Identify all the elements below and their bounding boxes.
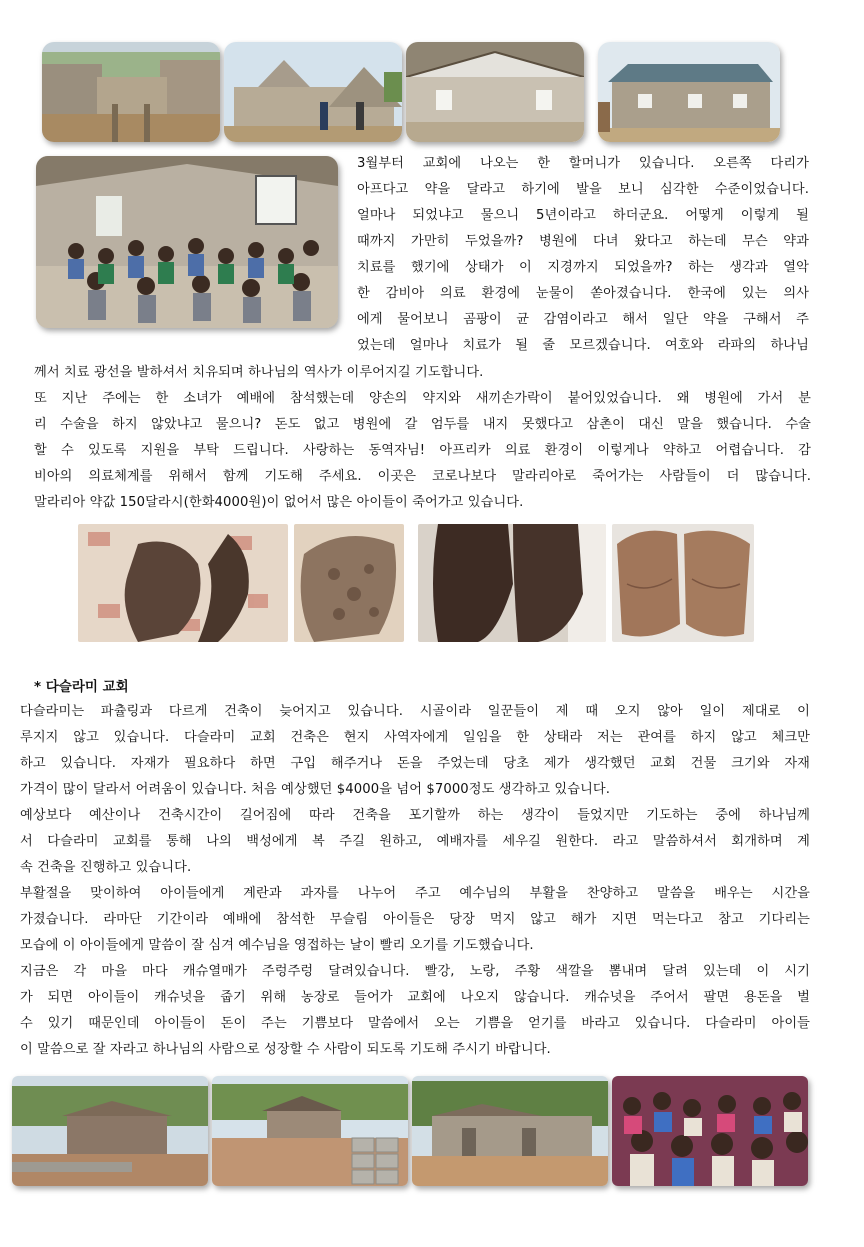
text-line: 지금은 각 마을 마다 캐슈열매가 주렁주렁 달려있습니다. 빨강, 노랑, 주황 색깔을 뽐내며 달려 있는데 이 시기 <box>20 964 810 979</box>
daslami-paragraph <box>20 699 810 1063</box>
daslami-site-photo <box>12 1076 208 1186</box>
daslami-blocks-photo <box>212 1076 408 1186</box>
text-line: 하고 있습니다. 자재가 필요하다 하면 구입 해주거나 돈을 주었는데 당초 제가 생각했던 교회 건물 크기와 자재 <box>20 756 810 771</box>
text-line: 부활절을 맞이하여 아이들에게 계란과 과자를 나누어 주고 예수님의 부활을 찬양하고 말씀을 배우는 시간을 <box>20 886 810 901</box>
text-line: 이 말씀으로 잘 자라고 하나님의 사람으로 성장할 수 사람이 되도록 기도해 주시기 바랍니다. <box>20 1042 551 1057</box>
text-line: 또 지난 주에는 한 소녀가 예배에 참석했는데 양손의 약지와 새끼손가락이 붙어있었습니다. 왜 병원에 가서 분 <box>34 391 811 406</box>
easter-children-photo <box>612 1076 808 1186</box>
foot-closeup-photo <box>294 524 404 642</box>
foot-infection-photo <box>78 524 288 642</box>
text-line: 말라리아 약값 150달라시(한화4000원)이 없어서 많은 아이들이 죽어가고 있습니다. <box>34 495 524 510</box>
text-line: 서 다슬라미 교회를 통해 나의 백성에게 복 주길 원하고, 예배자를 세우길 원한다. 라고 말씀하셔서 회개하며 계 <box>20 834 810 849</box>
open-palms-photo <box>612 524 754 642</box>
construction-gable-photo <box>224 42 402 142</box>
intro-paragraph <box>357 151 809 359</box>
text-line: 예상보다 예산이나 건축시간이 길어짐에 따라 건축을 포기할까 하는 생각이 들었지만 기도하는 중에 하나님께 <box>20 808 810 823</box>
text-line: 모습에 이 아이들에게 말씀이 잘 심겨 예수님을 영접하는 날이 빨리 오기를 기도했습니다. <box>20 938 534 953</box>
text-line: 할 수 있도록 지원을 부탁 드립니다. 사랑하는 동역자님! 아프리카 의료 환경이 이렇게나 약하고 어렵습니다. 감 <box>34 443 811 458</box>
text-line: 속 건축을 진행하고 있습니다. <box>20 860 192 875</box>
text-line: 3월부터 교회에 나오는 한 할머니가 있습니다. 오른쪽 다리가 <box>357 156 809 171</box>
daslami-walls-photo <box>412 1076 608 1186</box>
text-line: 리 수술을 하지 않았냐고 물으니? 돈도 없고 병원에 갈 엄두를 내지 못했다고 삼촌이 대신 말을 했습니다. 수술 <box>34 417 811 432</box>
construction-roof-frame-photo <box>406 42 584 142</box>
text-line: 가 되면 아이들이 캐슈넛을 줍기 위해 농장로 들어가 교회에 나오지 않습니다. 캐슈넛을 주어서 팔면 용돈을 벌 <box>20 990 810 1005</box>
text-line: 수 있기 때문인데 아이들이 돈이 주는 기쁨보다 말씀에서 오는 기쁨을 얻기를 바라고 있습니다. 다슬라미 아이들 <box>20 1016 810 1031</box>
text-line: 치료를 했기에 상태가 이 지경까지 되었을까? 하는 생각과 열악 <box>357 260 809 275</box>
text-line: 가격이 많이 달라서 어려움이 있습니다. 처음 예상했던 $4000을 넘어 $7000정도 생각하고 있습니다. <box>20 782 611 797</box>
text-line: 께서 치료 광선을 발하셔서 치유되며 하나님의 역사가 이루어지길 기도합니다. <box>34 365 484 380</box>
finished-church-photo <box>598 42 780 142</box>
text-line: 한 감비아 의료 환경에 눈물이 쏟아졌습니다. 한국에 있는 의사 <box>357 286 809 301</box>
text-line: 비아의 의료체계를 위해서 함께 기도해 주세요. 이곳은 코로나보다 말라리아로 죽어가는 사람들이 더 많습니다. <box>34 469 811 484</box>
section-heading: * 다슬라미 교회 <box>34 679 129 695</box>
text-line: 에게 물어보니 곰팡이 균 감염이라고 해서 일단 약을 구해서 주 <box>357 312 809 327</box>
construction-walls-photo <box>42 42 220 142</box>
fused-fingers-photo <box>418 524 606 642</box>
text-line: 얼마나 되었냐고 물으니 5년이라고 하더군요. 어떻게 이렇게 될 <box>357 208 809 223</box>
text-line: 아프다고 약을 달라고 하기에 발을 보니 심각한 수준이었습니다. <box>357 182 809 197</box>
worship-congregation-photo <box>36 156 338 328</box>
medical-paragraph <box>34 360 811 516</box>
text-line: 었는데 얼마나 치료가 될 줄 모르겠습니다. 여호와 라파의 하나님 <box>357 338 809 353</box>
text-line: 때까지 가만히 두었을까? 병원에 다녀 왔다고 하는데 무슨 약과 <box>357 234 809 249</box>
text-line: 루지지 않고 있습니다. 다슬라미 교회 건축은 현지 사역자에게 일임을 한 상태라 저는 관여를 하지 않고 체크만 <box>20 730 810 745</box>
text-line: 다슬라미는 파츌링과 다르게 건축이 늦어지고 있습니다. 시골이라 일꾼들이 제 때 오지 않아 일이 제대로 이 <box>20 704 810 719</box>
text-line: 가졌습니다. 라마단 기간이라 예배에 참석한 무슬림 아이들은 당장 먹지 않고 해가 지면 먹는다고 참고 기다리는 <box>20 912 810 927</box>
